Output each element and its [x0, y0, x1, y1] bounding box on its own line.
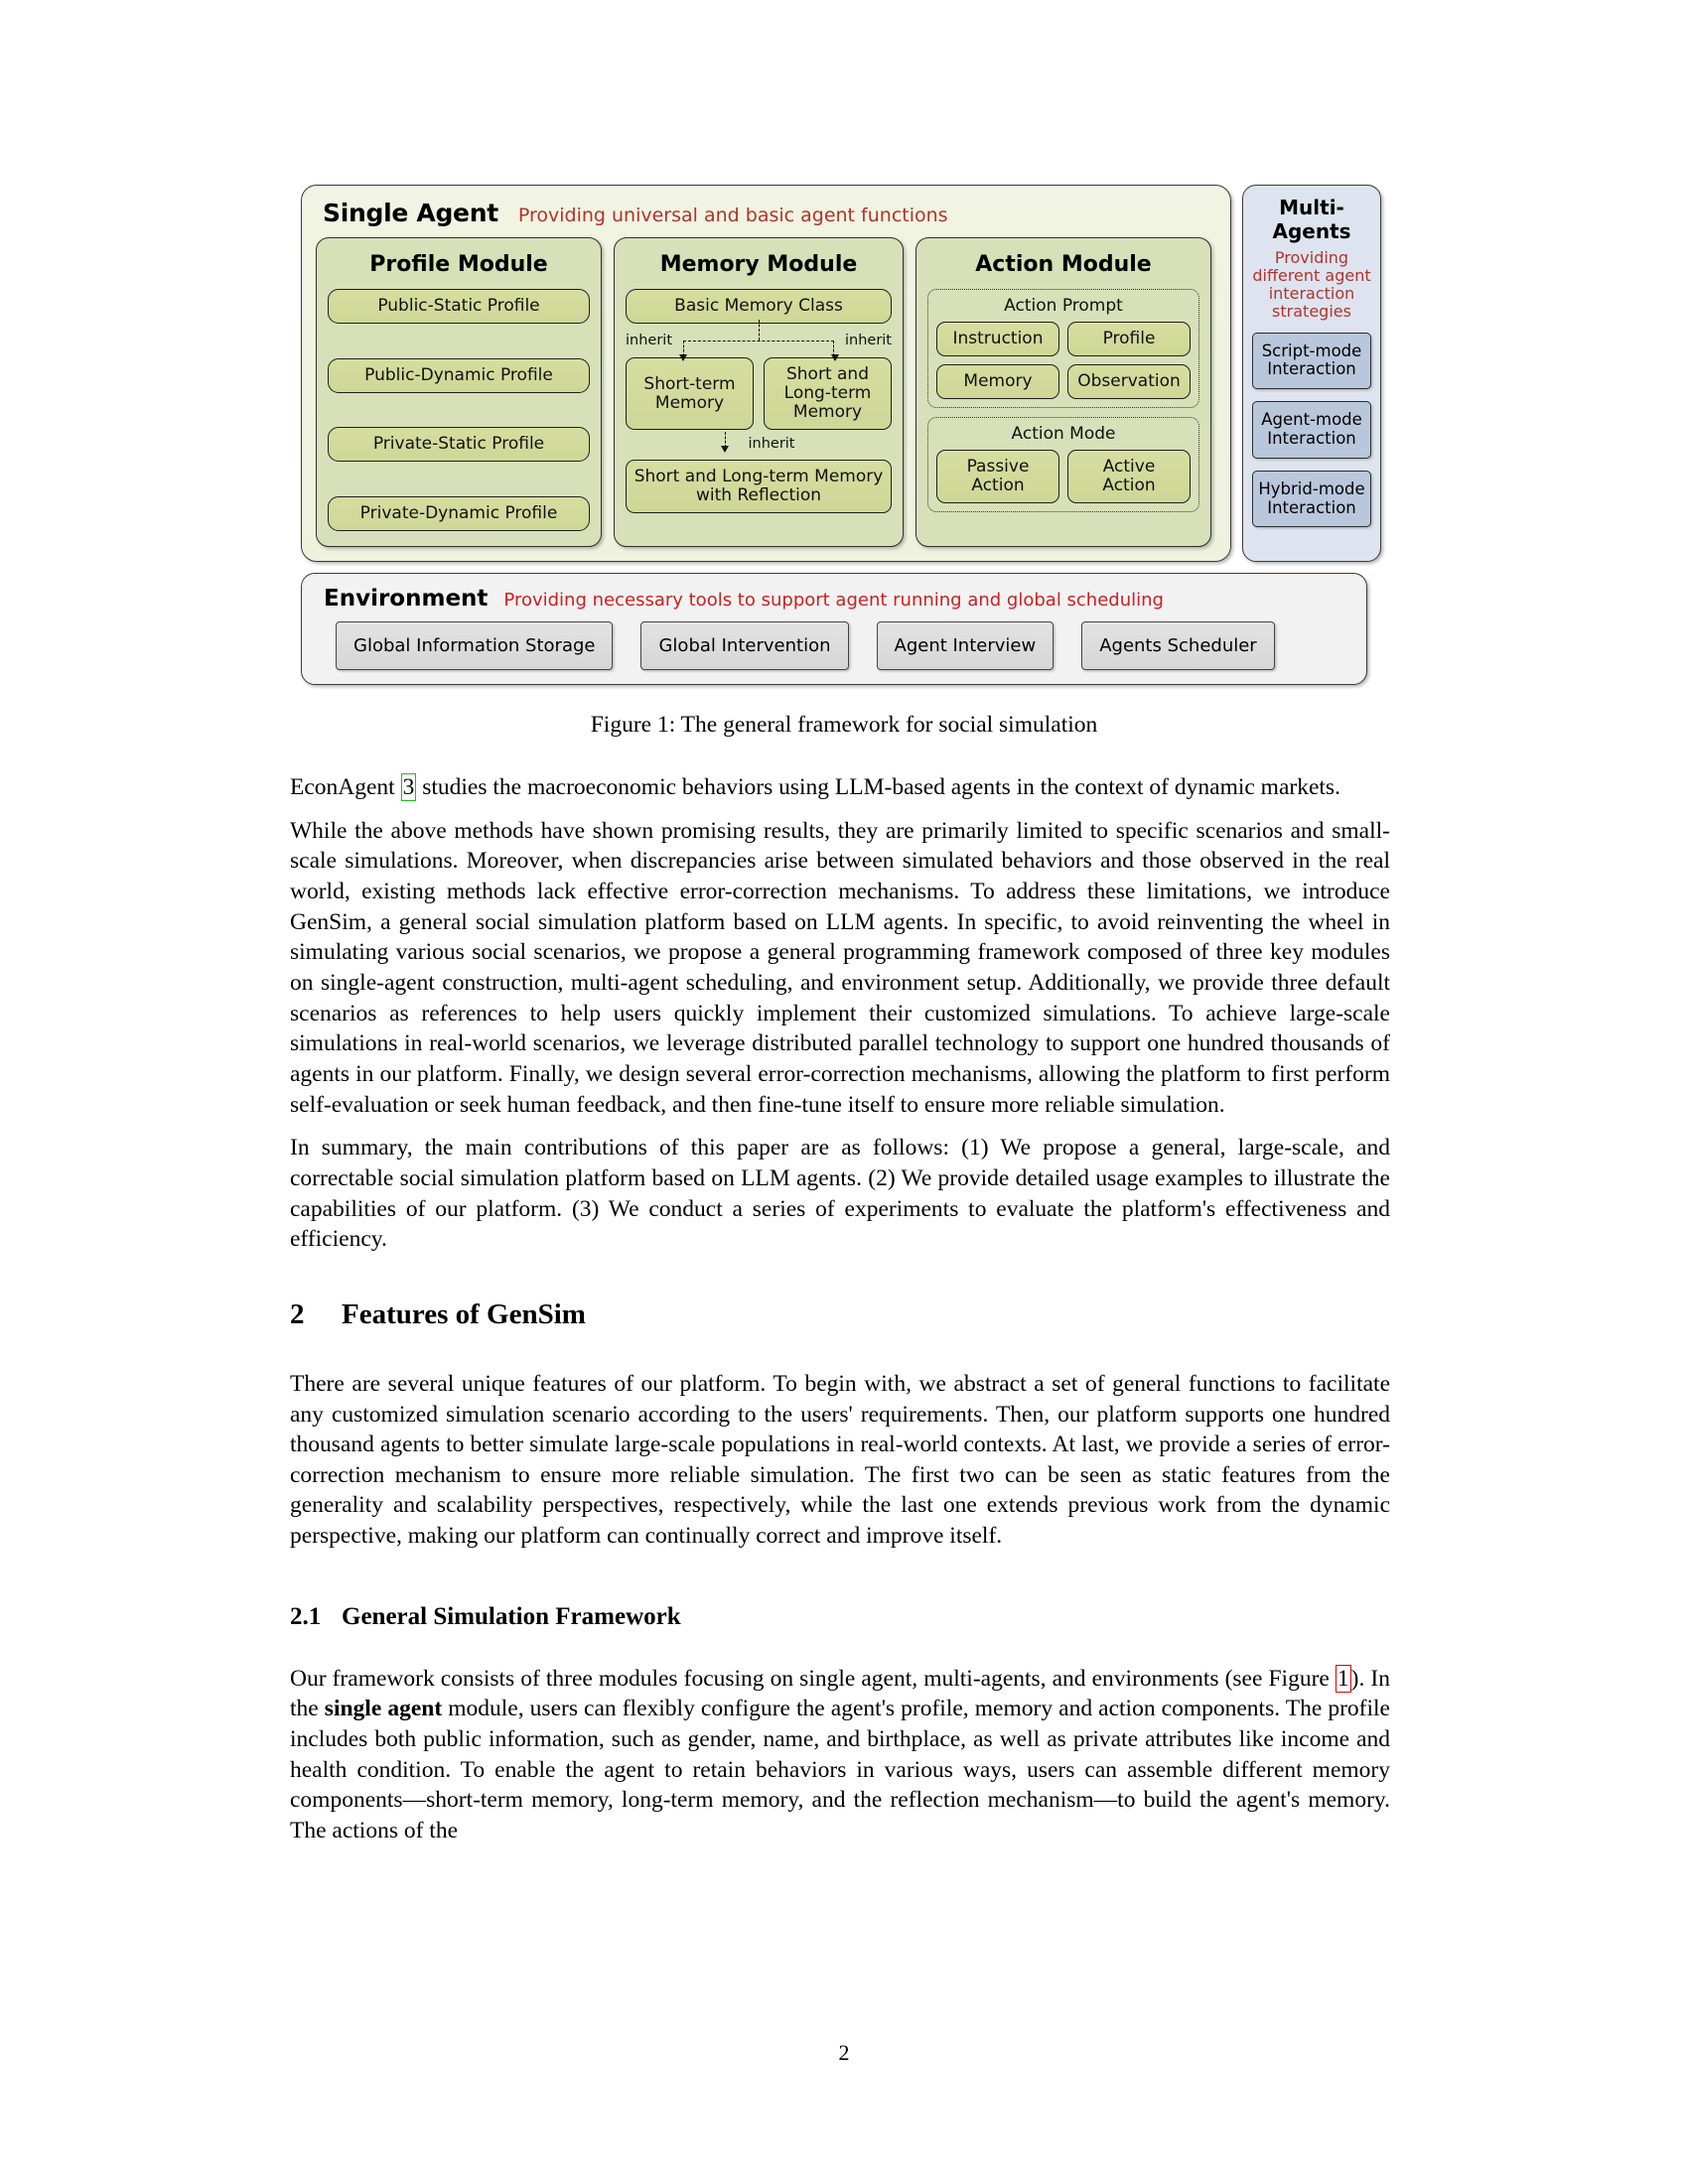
figure-caption: Figure 1: The general framework for social simulation — [590, 712, 1098, 738]
arrow-down-short-long — [831, 354, 839, 361]
profile-chip-private-static: Private-Static Profile — [328, 427, 590, 462]
action-chip-instruction: Instruction — [936, 322, 1059, 356]
paragraph-framework — [290, 1664, 1390, 1846]
multi-agents-list — [1252, 333, 1371, 549]
multi-agents-panel — [1242, 185, 1381, 562]
memory-module-inner — [626, 289, 892, 535]
single-agent-header — [323, 199, 1216, 227]
multi-agents-title: Multi-Agents — [1272, 196, 1351, 243]
inherit-label-right: inherit — [844, 333, 892, 349]
subsection-heading-2-1 — [290, 1603, 1390, 1631]
profile-chip-public-dynamic: Public-Dynamic Profile — [328, 358, 590, 393]
citation-link-3[interactable]: 3 — [402, 774, 415, 800]
environment-title: Environment — [324, 586, 489, 612]
action-chip-profile: Profile — [1067, 322, 1191, 356]
paragraph-contributions: In summary, the main contributions of this paper are as follows: (1) We propose a general, large-scale, and correctable social simulation platform based on LLM agents. (2) We provide detailed usage examples to illustrate the capabilities of our platform. (3) We conduct a series of experiments to evaluate the platform's effectiveness and efficiency. — [290, 1135, 1390, 1253]
environment-chip-global-intervention: Global Intervention — [640, 621, 848, 670]
memory-chip-short-and-long-term: Short and Long-term Memory — [764, 357, 892, 430]
paragraph-limitations: While the above methods have shown promising results, they are primarily limited to specific scenarios and small-scale simulations. Moreover, when discrepancies arise between simulated behaviors and those observed in the real world, existing methods lack effective error-correction mechanisms. To address these limitations, we introduce GenSim, a general social simulation platform based on LLM agents. In specific, to avoid reinventing the wheel in simulating various social scenarios, we propose a general programming framework composed of three key modules on single-agent construction, multi-agent scheduling, and environment setup. Additionally, we provide three default scenarios as references to help users quickly implement their customized simulations. To achieve large-scale simulations in real-world scenarios, we leverage distributed parallel technology to support one hundred thousands of agents in our platform. Finally, we design several error-correction mechanisms, allowing the platform to first perform self-evaluation or seek human feedback, and then fine-tune itself to ensure more reliable simulation. — [290, 817, 1390, 1118]
figure-reference-link-1[interactable]: 1 — [1336, 1665, 1349, 1692]
figure-top-row — [301, 185, 1381, 562]
environment-chip-global-information-storage: Global Information Storage — [336, 621, 613, 670]
memory-module-title: Memory Module — [659, 252, 858, 277]
single-agent-title: Single Agent — [323, 199, 498, 227]
memory-chip-short-term: Short-term Memory — [626, 357, 754, 430]
environment-header — [324, 586, 1350, 612]
single-agent-panel — [301, 185, 1231, 562]
inline-bold-single-agent: single agent — [324, 1696, 443, 1722]
profile-chip-private-dynamic: Private-Dynamic Profile — [328, 496, 590, 531]
modules-row — [316, 237, 1216, 547]
text-column — [290, 772, 1390, 1859]
profile-module — [316, 237, 602, 547]
arrow-down-short-term — [679, 354, 687, 361]
section-number: 2 — [290, 1297, 305, 1330]
profile-chip-public-static: Public-Static Profile — [328, 289, 590, 324]
paragraph-econagent-post: studies the macroeconomic behaviors using LLM-based agents in the context of dynamic markets. — [416, 774, 1340, 800]
section-heading-2 — [290, 1298, 1390, 1331]
action-mode-label: Action Mode — [1011, 424, 1116, 445]
memory-inherit-row-bottom — [626, 430, 892, 458]
environment-subtitle: Providing necessary tools to support agent running and global scheduling — [503, 590, 1164, 611]
page-number: 2 — [838, 2040, 850, 2065]
paragraph-econagent-pre: EconAgent — [290, 774, 401, 800]
action-prompt-group — [927, 289, 1199, 408]
paragraph-framework-a: Our framework consists of three modules focusing on single agent, multi-agents, and environments (see Figure — [290, 1665, 1336, 1692]
action-chip-observation: Observation — [1067, 364, 1191, 399]
environment-panel — [301, 573, 1367, 685]
multi-agents-chip-script-mode: Script-mode Interaction — [1252, 333, 1371, 390]
environment-chip-row — [318, 621, 1350, 670]
multi-agents-chip-agent-mode: Agent-mode Interaction — [1252, 401, 1371, 459]
action-chip-passive-action: Passive Action — [936, 450, 1059, 503]
subsection-title: General Simulation Framework — [342, 1602, 681, 1630]
paragraph-framework-b: ). In the — [290, 1665, 1390, 1722]
action-mode-group — [927, 417, 1199, 512]
memory-chip-basic-class: Basic Memory Class — [626, 289, 892, 324]
memory-two-chips — [626, 357, 892, 430]
subsection-number: 2.1 — [290, 1602, 322, 1630]
inherit-label-left: inherit — [626, 333, 673, 349]
action-chip-memory: Memory — [936, 364, 1059, 399]
environment-chip-agent-interview: Agent Interview — [877, 621, 1055, 670]
paragraph-econagent — [290, 772, 1390, 803]
action-module-inner — [927, 289, 1199, 535]
multi-agents-subtitle: Providing different agent interaction strategies — [1252, 248, 1371, 321]
multi-agents-chip-hybrid-mode: Hybrid-mode Interaction — [1252, 471, 1371, 528]
dashed-connector-from-basic — [759, 320, 760, 341]
paragraph-framework-c: module, users can flexibly configure the agent's profile, memory and action components. The profile includes both public information, such as gender, name, and birthplace, as well as private attributes like income and health condition. To enable the agent to retain behaviors in various ways, users can assemble different memory components—short-term memory, long-term memory, and the reflection mechanism—to build the agent's memory. The actions of the — [290, 1696, 1390, 1844]
environment-chip-agents-scheduler: Agents Scheduler — [1081, 621, 1275, 670]
profile-module-title: Profile Module — [369, 252, 548, 277]
single-agent-subtitle: Providing universal and basic agent functions — [517, 205, 948, 226]
arrow-down-reflection — [721, 446, 729, 453]
action-module-title: Action Module — [975, 252, 1152, 277]
memory-inherit-row-top — [626, 326, 892, 355]
profile-module-list — [328, 289, 590, 535]
section-title: Features of GenSim — [342, 1297, 586, 1330]
action-chip-active-action: Active Action — [1067, 450, 1191, 503]
figure-1-framework — [301, 185, 1381, 697]
action-mode-grid — [936, 450, 1191, 503]
memory-chip-reflection: Short and Long-term Memory with Reflection — [626, 460, 892, 513]
inherit-label-bottom: inherit — [748, 436, 795, 453]
paragraph-features: There are several unique features of our platform. To begin with, we abstract a set of general functions to facilitate any customized simulation scenario according to the users' requirements. Then, our platform supports one hundred thousand agents to better simulate large-scale populations in real-world contexts. At last, we provide a series of error-correction mechanism to ensure more reliable simulation. The first two can be seen as static features from the generality and scalability perspectives, respectively, while the last one extends previous work from the dynamic perspective, making our platform can continually correct and improve itself. — [290, 1370, 1390, 1550]
action-prompt-grid — [936, 322, 1191, 399]
action-prompt-label: Action Prompt — [1004, 296, 1123, 316]
action-module — [915, 237, 1211, 547]
memory-module — [614, 237, 904, 547]
